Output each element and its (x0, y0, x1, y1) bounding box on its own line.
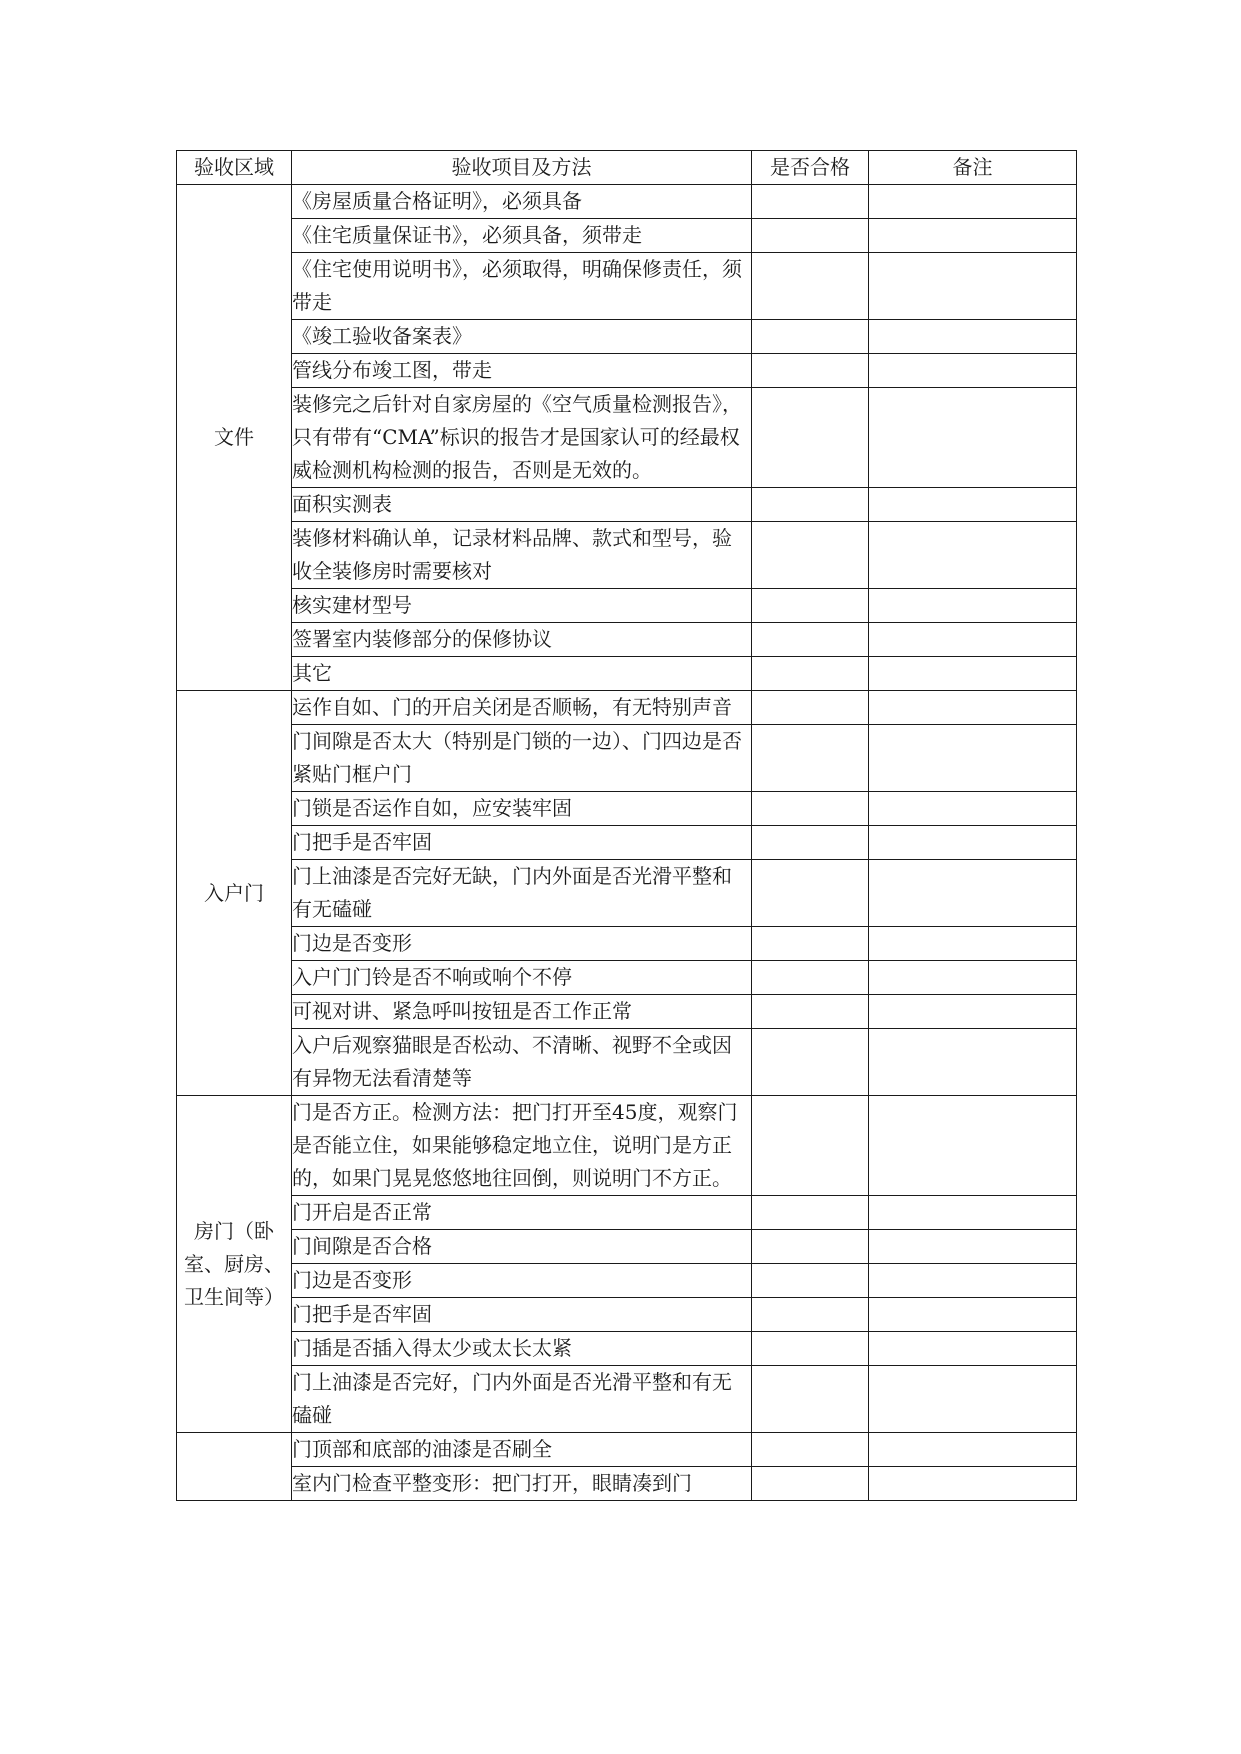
note-cell[interactable] (869, 1096, 1077, 1196)
pass-check-cell[interactable] (752, 522, 869, 589)
header-note: 备注 (869, 151, 1077, 185)
checklist-item-cell: 门边是否变形 (292, 1264, 752, 1298)
table-row (177, 219, 1077, 253)
note-cell[interactable] (869, 1230, 1077, 1264)
table-row (177, 388, 1077, 488)
pass-check-cell[interactable] (752, 589, 869, 623)
checklist-item-cell: 核实建材型号 (292, 589, 752, 623)
checklist-item-cell: 门是否方正。检测方法：把门打开至45度，观察门是否能立住，如果能够稳定地立住，说明门是方正的，如果门晃晃悠悠地往回倒，则说明门不方正。 (292, 1096, 752, 1196)
checklist-item-cell: 室内门检查平整变形：把门打开，眼睛凑到门 (292, 1467, 752, 1501)
note-cell[interactable] (869, 522, 1077, 589)
pass-check-cell[interactable] (752, 488, 869, 522)
table-row (177, 522, 1077, 589)
note-cell[interactable] (869, 995, 1077, 1029)
checklist-item-cell: 门上油漆是否完好无缺，门内外面是否光滑平整和有无磕碰 (292, 860, 752, 927)
table-row (177, 826, 1077, 860)
pass-check-cell[interactable] (752, 1467, 869, 1501)
note-cell[interactable] (869, 927, 1077, 961)
note-cell[interactable] (869, 1196, 1077, 1230)
note-cell[interactable] (869, 691, 1077, 725)
pass-check-cell[interactable] (752, 354, 869, 388)
checklist-item-cell: 门顶部和底部的油漆是否刷全 (292, 1433, 752, 1467)
pass-check-cell[interactable] (752, 1366, 869, 1433)
table-row (177, 623, 1077, 657)
note-cell[interactable] (869, 623, 1077, 657)
note-cell[interactable] (869, 1029, 1077, 1096)
checklist-item-cell: 面积实测表 (292, 488, 752, 522)
checklist-item-cell: 《房屋质量合格证明》，必须具备 (292, 185, 752, 219)
pass-check-cell[interactable] (752, 1230, 869, 1264)
table-row (177, 253, 1077, 320)
note-cell[interactable] (869, 253, 1077, 320)
section-area-cell: 入户门 (177, 691, 292, 1096)
header-pass: 是否合格 (752, 151, 869, 185)
note-cell[interactable] (869, 354, 1077, 388)
checklist-item-cell: 装修材料确认单，记录材料品牌、款式和型号，验收全装修房时需要核对 (292, 522, 752, 589)
checklist-item-cell: 其它 (292, 657, 752, 691)
table-row (177, 488, 1077, 522)
pass-check-cell[interactable] (752, 1298, 869, 1332)
header-item: 验收项目及方法 (292, 151, 752, 185)
pass-check-cell[interactable] (752, 792, 869, 826)
pass-check-cell[interactable] (752, 185, 869, 219)
checklist-item-cell: 管线分布竣工图，带走 (292, 354, 752, 388)
note-cell[interactable] (869, 860, 1077, 927)
checklist-item-cell: 可视对讲、紧急呼叫按钮是否工作正常 (292, 995, 752, 1029)
table-row (177, 1332, 1077, 1366)
table-row (177, 1433, 1077, 1467)
checklist-item-cell: 门间隙是否太大（特别是门锁的一边）、门四边是否紧贴门框户门 (292, 725, 752, 792)
table-row (177, 1029, 1077, 1096)
table-row (177, 1096, 1077, 1196)
note-cell[interactable] (869, 1298, 1077, 1332)
pass-check-cell[interactable] (752, 725, 869, 792)
table-row (177, 1298, 1077, 1332)
checklist-item-cell: 装修完之后针对自家房屋的《空气质量检测报告》，只有带有“CMA”标识的报告才是国家认可的经最权威检测机构检测的报告，否则是无效的。 (292, 388, 752, 488)
note-cell[interactable] (869, 961, 1077, 995)
section-area-cell: 文件 (177, 185, 292, 691)
note-cell[interactable] (869, 488, 1077, 522)
table-row (177, 1366, 1077, 1433)
pass-check-cell[interactable] (752, 995, 869, 1029)
note-cell[interactable] (869, 1467, 1077, 1501)
note-cell[interactable] (869, 1332, 1077, 1366)
note-cell[interactable] (869, 388, 1077, 488)
pass-check-cell[interactable] (752, 320, 869, 354)
section-area-cell: 房门（卧室、厨房、卫生间等） (177, 1096, 292, 1433)
header-row (177, 151, 1077, 185)
checklist-item-cell: 门把手是否牢固 (292, 826, 752, 860)
checklist-item-cell: 签署室内装修部分的保修协议 (292, 623, 752, 657)
note-cell[interactable] (869, 1366, 1077, 1433)
table-row (177, 185, 1077, 219)
table-row (177, 1467, 1077, 1501)
note-cell[interactable] (869, 1264, 1077, 1298)
table-row (177, 927, 1077, 961)
pass-check-cell[interactable] (752, 826, 869, 860)
pass-check-cell[interactable] (752, 623, 869, 657)
pass-check-cell[interactable] (752, 1096, 869, 1196)
checklist-body (177, 185, 1077, 1501)
pass-check-cell[interactable] (752, 961, 869, 995)
pass-check-cell[interactable] (752, 657, 869, 691)
checklist-item-cell: 入户后观察猫眼是否松动、不清晰、视野不全或因有异物无法看清楚等 (292, 1029, 752, 1096)
checklist-item-cell: 运作自如、门的开启关闭是否顺畅，有无特别声音 (292, 691, 752, 725)
table-row (177, 792, 1077, 826)
table-row (177, 995, 1077, 1029)
acceptance-checklist-table (176, 150, 1077, 1501)
note-cell[interactable] (869, 219, 1077, 253)
checklist-item-cell: 门开启是否正常 (292, 1196, 752, 1230)
pass-check-cell[interactable] (752, 253, 869, 320)
note-cell[interactable] (869, 657, 1077, 691)
checklist-item-cell: 《竣工验收备案表》 (292, 320, 752, 354)
pass-check-cell[interactable] (752, 691, 869, 725)
pass-check-cell[interactable] (752, 927, 869, 961)
checklist-item-cell: 门间隙是否合格 (292, 1230, 752, 1264)
table-row (177, 725, 1077, 792)
table-row (177, 320, 1077, 354)
table-row (177, 860, 1077, 927)
checklist-item-cell: 《住宅使用说明书》，必须取得，明确保修责任，须带走 (292, 253, 752, 320)
table-row (177, 1230, 1077, 1264)
table-row (177, 1264, 1077, 1298)
note-cell[interactable] (869, 1433, 1077, 1467)
note-cell[interactable] (869, 589, 1077, 623)
table-row (177, 961, 1077, 995)
checklist-item-cell: 门边是否变形 (292, 927, 752, 961)
table-row (177, 1196, 1077, 1230)
note-cell[interactable] (869, 320, 1077, 354)
pass-check-cell[interactable] (752, 1332, 869, 1366)
pass-check-cell[interactable] (752, 1029, 869, 1096)
checklist-item-cell: 门锁是否运作自如，应安装牢固 (292, 792, 752, 826)
checklist-item-cell: 门上油漆是否完好，门内外面是否光滑平整和有无磕碰 (292, 1366, 752, 1433)
table-row (177, 589, 1077, 623)
checklist-item-cell: 入户门门铃是否不响或响个不停 (292, 961, 752, 995)
pass-check-cell[interactable] (752, 388, 869, 488)
table-row (177, 354, 1077, 388)
note-cell[interactable] (869, 792, 1077, 826)
table-row (177, 657, 1077, 691)
pass-check-cell[interactable] (752, 1264, 869, 1298)
pass-check-cell[interactable] (752, 219, 869, 253)
checklist-item-cell: 《住宅质量保证书》，必须具备，须带走 (292, 219, 752, 253)
pass-check-cell[interactable] (752, 1196, 869, 1230)
pass-check-cell[interactable] (752, 1433, 869, 1467)
note-cell[interactable] (869, 185, 1077, 219)
header-area: 验收区域 (177, 151, 292, 185)
pass-check-cell[interactable] (752, 860, 869, 927)
checklist-item-cell: 门插是否插入得太少或太长太紧 (292, 1332, 752, 1366)
table-row (177, 691, 1077, 725)
note-cell[interactable] (869, 826, 1077, 860)
checklist-item-cell: 门把手是否牢固 (292, 1298, 752, 1332)
section-area-cell (177, 1433, 292, 1501)
note-cell[interactable] (869, 725, 1077, 792)
